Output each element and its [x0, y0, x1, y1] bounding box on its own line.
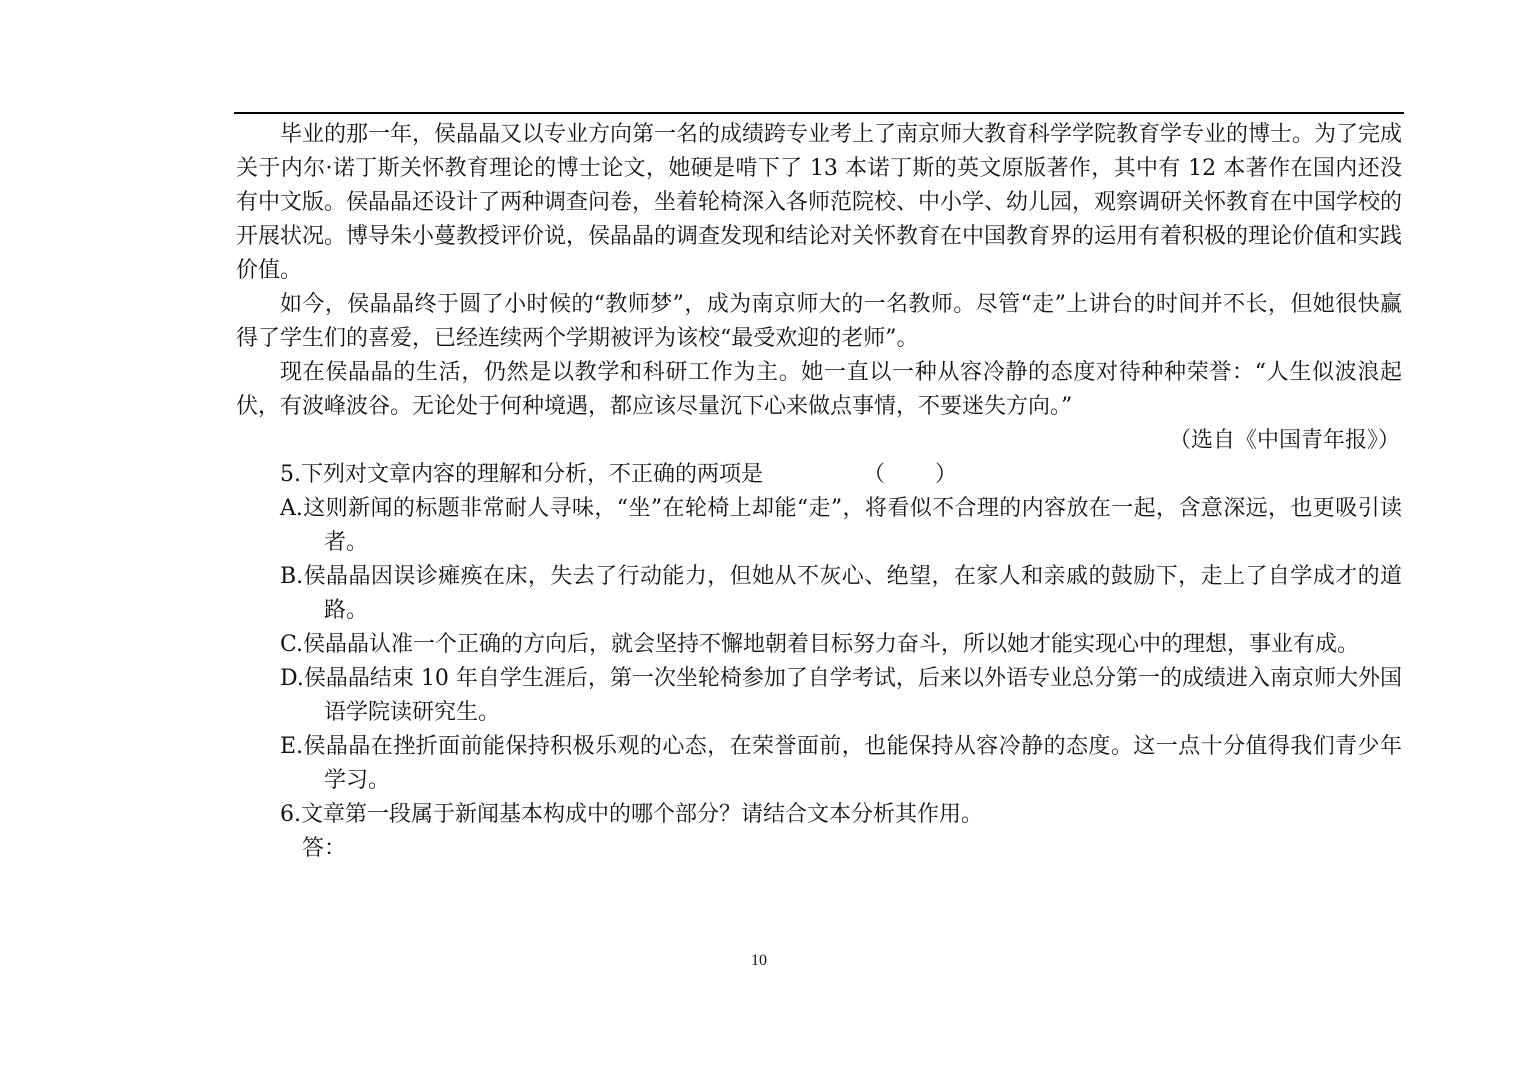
option-b	[236, 560, 1402, 628]
question-5-stem	[236, 458, 1402, 492]
option-d	[236, 662, 1402, 730]
option-text: 这则新闻的标题非常耐人寻味，“坐”在轮椅上却能“走”，将看似不合理的内容放在一起，含意深远，也更吸引读者。	[302, 496, 1402, 555]
document-body	[236, 118, 1402, 866]
article-paragraph-1: 毕业的那一年，侯晶晶又以专业方向第一名的成绩跨专业考上了南京师大教育科学学院教育学专业的博士。为了完成关于内尔·诺丁斯关怀教育理论的博士论文，她硬是啃下了 13 本诺丁斯的英文原版著作，其中有 12 本著作在国内还没有中文版。侯晶晶还设计了两种调查问卷，坐着轮椅深入各师范院校、中小学、幼儿园，观察调研关怀教育在中国学校的开展状况。博导朱小蔓教授评价说，侯晶晶的调查发现和结论对关怀教育在中国教育界的运用有着积极的理论价值和实践价值。	[236, 122, 1403, 283]
article-source: （选自《中国青年报》）	[1168, 428, 1400, 453]
option-label: E.	[280, 734, 304, 759]
option-text: 侯晶晶因误诊瘫痪在床，失去了行动能力，但她从不灰心、绝望，在家人和亲戚的鼓励下，走上了自学成才的道路。	[303, 564, 1402, 623]
header-rule	[234, 112, 1404, 114]
answer-label: 答：	[302, 836, 347, 861]
option-text: 侯晶晶认准一个正确的方向后，就会坚持不懈地朝着目标努力奋斗，所以她才能实现心中的理想，事业有成。	[303, 632, 1360, 657]
option-text: 侯晶晶在挫折面前能保持积极乐观的心态，在荣誉面前，也能保持从容冷静的态度。这一点十分值得我们青少年学习。	[303, 734, 1402, 793]
option-label: A.	[280, 496, 303, 521]
option-label: D.	[280, 666, 304, 691]
question-5-text: 5.下列对文章内容的理解和分析，不正确的两项是	[280, 462, 763, 487]
article-paragraph-2: 如今，侯晶晶终于圆了小时候的“教师梦”，成为南京师大的一名教师。尽管“走”上讲台的时间并不长，但她很快赢得了学生们的喜爱，已经连续两个学期被评为该校“最受欢迎的老师”。	[236, 292, 1402, 351]
page-number: 10	[751, 952, 767, 969]
option-c	[236, 628, 1402, 662]
answer-blank: （ ）	[863, 462, 960, 487]
option-text: 侯晶晶结束 10 年自学生涯后，第一次坐轮椅参加了自学考试，后来以外语专业总分第一的成绩进入南京师大外国语学院读研究生。	[303, 666, 1402, 725]
option-a	[236, 492, 1402, 560]
option-e	[236, 730, 1402, 798]
question-6-stem: 6.文章第一段属于新闻基本构成中的哪个部分？请结合文本分析其作用。	[280, 802, 983, 827]
article-paragraph-3: 现在侯晶晶的生活，仍然是以教学和科研工作为主。她一直以一种从容冷静的态度对待种种荣誉：“人生似波浪起伏，有波峰波谷。无论处于何种境遇，都应该尽量沉下心来做点事情，不要迷失方向。”	[236, 360, 1402, 419]
option-label: C.	[280, 632, 304, 657]
option-label: B.	[280, 564, 304, 589]
